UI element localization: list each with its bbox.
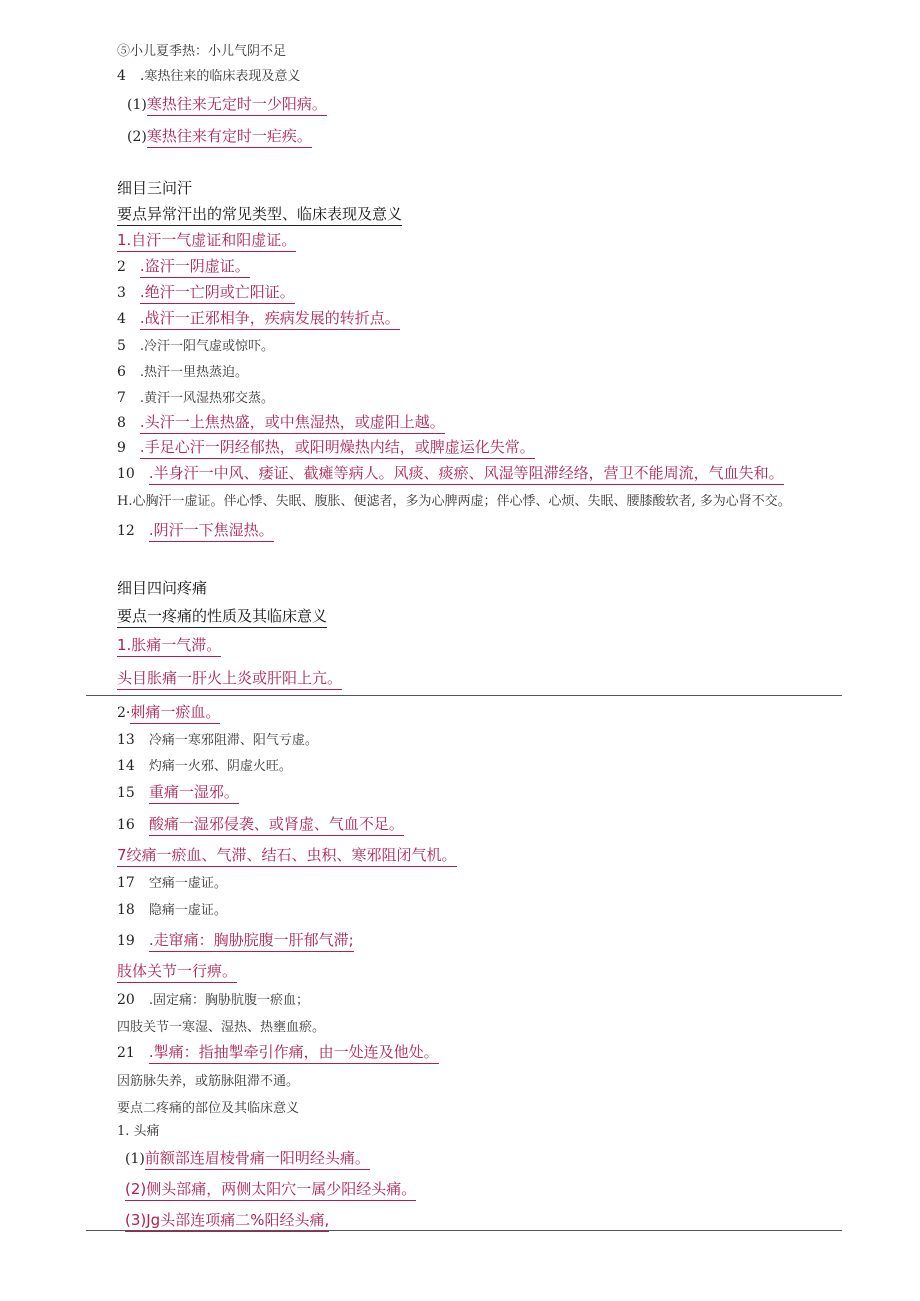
- text-line: [117, 757, 292, 773]
- text-line: [117, 414, 445, 430]
- highlighted-text: 7绞痛一瘀血、气滞、结石、虫积、寒邪阻闭气机。: [117, 846, 457, 867]
- text-line: [117, 337, 274, 353]
- line-number: 5: [117, 338, 140, 354]
- text-line: [117, 731, 318, 747]
- text-line: [117, 580, 207, 596]
- text-line: [117, 784, 239, 800]
- body-text: ⑤小儿夏季热：小儿气阴不足: [117, 44, 287, 59]
- text-line: [117, 310, 400, 326]
- text-line: [117, 439, 535, 455]
- text-line: [117, 1044, 439, 1060]
- text-line: [125, 1181, 416, 1197]
- line-number: 15: [117, 785, 149, 801]
- line-number: 14: [117, 758, 149, 774]
- text-line: [117, 232, 296, 248]
- body-text: .冷汗一阳气虚或惊吓。: [139, 339, 275, 354]
- body-text: .黄汗一风湿热邪交蒸。: [139, 391, 275, 406]
- text-line: [117, 284, 295, 300]
- line-number: 19: [117, 933, 149, 949]
- text-line: [117, 847, 457, 863]
- highlighted-text: 刺痛一瘀血。: [130, 703, 220, 724]
- body-text: 寒热往来的临床表现及意义: [144, 69, 301, 84]
- highlighted-text: 1.自汗一气虚证和阳虚证。: [117, 231, 296, 252]
- body-text: 四肢关节一寒湿、湿热、热壅血瘀。: [117, 1020, 326, 1035]
- text-line: [117, 963, 237, 979]
- text-line: [117, 1072, 299, 1088]
- line-number: 18: [117, 902, 149, 918]
- text-line: [117, 1099, 299, 1115]
- line-number: 7: [117, 390, 140, 406]
- highlighted-text: .掣痛：指抽掣牵引作痛，由一处连及他处。: [149, 1043, 439, 1064]
- body-text: .固定痛：胸胁肮腹一瘀血；: [148, 993, 309, 1008]
- body-text: .热汗一里热蒸迫。: [139, 365, 249, 380]
- highlighted-text: .盗汗一阴虚证。: [140, 257, 250, 278]
- highlighted-text: .半身汗一中风、痿证、截瘫等病人。风痰、痰瘀、风湿等阻滞经络，营卫不能周流，气血失和。: [149, 464, 784, 485]
- body-text: 灼痛一火邪、阴虚火旺。: [148, 759, 292, 774]
- text-line: [127, 96, 327, 112]
- text-line: [117, 363, 248, 379]
- section-heading: 细目三问汗: [117, 179, 193, 197]
- text-line: [117, 206, 402, 222]
- text-line: [117, 670, 342, 686]
- text-line: [117, 42, 286, 58]
- text-line: [117, 1122, 160, 1138]
- section-heading: 细目四问疼痛: [117, 579, 208, 597]
- highlighted-text: 1.胀痛一气滞。: [117, 636, 221, 657]
- line-number: 2·: [117, 705, 131, 721]
- line-number: 4: [117, 311, 140, 327]
- body-text: 因筋脉失养，或筋脉阻滞不通。: [117, 1074, 300, 1089]
- text-line: [117, 258, 250, 274]
- line-number: 6: [117, 364, 140, 380]
- line-number: (1): [127, 97, 147, 113]
- page-divider-bottom: [86, 1230, 842, 1231]
- text-line: [117, 704, 220, 720]
- text-line: [117, 180, 192, 196]
- highlighted-text: (2)侧头部痛，两侧太阳穴一属少阳经头痛。: [125, 1180, 416, 1201]
- highlighted-text: 寒热往来有定时一疟疾。: [147, 127, 312, 148]
- line-number: 10: [117, 466, 149, 482]
- highlighted-text: .阴汗一下焦湿热。: [149, 521, 274, 542]
- text-line: [125, 1150, 370, 1166]
- text-line: [117, 901, 227, 917]
- line-number: 20: [117, 992, 149, 1008]
- line-number: 13: [117, 732, 149, 748]
- highlighted-text: 肢体关节一行痹。: [117, 962, 237, 983]
- body-text: 要点二疼痛的部位及其临床意义: [117, 1101, 300, 1116]
- text-line: [117, 389, 274, 405]
- text-line: [117, 874, 227, 890]
- text-line: [117, 522, 274, 538]
- highlighted-text: 前额部连眉棱骨痛一阳明经头痛。: [145, 1149, 370, 1170]
- body-text: H.心胸汗一虚证。伴心悸、失眠、腹胀、便滤者，多为心脾两虚；伴心悸、心烦、失眠、腰膝酸软者, 多为心肾不交。: [117, 494, 791, 509]
- text-line: [117, 816, 404, 832]
- text-line: [117, 492, 791, 508]
- text-line: [117, 1018, 325, 1034]
- line-number: 21: [117, 1045, 149, 1061]
- text-line: [117, 991, 309, 1007]
- text-line: [117, 608, 327, 624]
- line-number: 16: [117, 817, 149, 833]
- line-number: 9: [117, 440, 140, 456]
- line-number: (2): [127, 129, 147, 145]
- highlighted-text: .战汗一正邪相争，疾病发展的转折点。: [140, 309, 400, 330]
- highlighted-text: 寒热往来无定时一少阳病。: [147, 95, 327, 116]
- text-line: [117, 932, 354, 948]
- line-number: 3: [117, 285, 140, 301]
- body-text: 冷痛一寒邪阻滞、阳气亏虚。: [148, 733, 318, 748]
- highlighted-text: .走窜痛：胸胁脘腹一肝郁气滞;: [149, 931, 354, 952]
- text-line: [127, 128, 312, 144]
- highlighted-text: 头目胀痛一肝火上炎或肝阳上亢。: [117, 669, 342, 690]
- line-number: 8: [117, 415, 140, 431]
- highlighted-text: (3)Jg头部连项痛二%阳经头痛,: [125, 1211, 329, 1232]
- highlighted-text: .手足心汗一阴经郁热，或阳明燥热内结，或脾虚运化失常。: [140, 438, 535, 459]
- body-text: 隐痛一虚证。: [148, 903, 227, 918]
- line-number: 17: [117, 875, 149, 891]
- section-heading: 要点一疼痛的性质及其临床意义: [117, 607, 327, 628]
- body-text: 空痛一虚证。: [148, 876, 227, 891]
- line-number: 12: [117, 523, 149, 539]
- text-line: [117, 67, 300, 83]
- text-line: [117, 637, 221, 653]
- highlighted-text: 酸痛一湿邪侵袭、或肾虚、气血不足。: [149, 815, 404, 836]
- highlighted-text: .头汗一上焦热盛，或中焦湿热，或虚阳上越。: [140, 413, 445, 434]
- text-line: [117, 465, 784, 481]
- highlighted-text: 重痛一湿邪。: [149, 783, 239, 804]
- line-number: 2: [117, 259, 140, 275]
- page-divider-top: [86, 695, 842, 696]
- line-number: 4 .: [117, 68, 145, 84]
- highlighted-text: .绝汗一亡阴或亡阳证。: [140, 283, 295, 304]
- body-text: 1. 头痛: [117, 1124, 160, 1139]
- line-number: (1): [125, 1151, 145, 1167]
- text-line: [125, 1212, 329, 1228]
- section-heading: 要点异常汗出的常见类型、临床表现及意义: [117, 205, 402, 226]
